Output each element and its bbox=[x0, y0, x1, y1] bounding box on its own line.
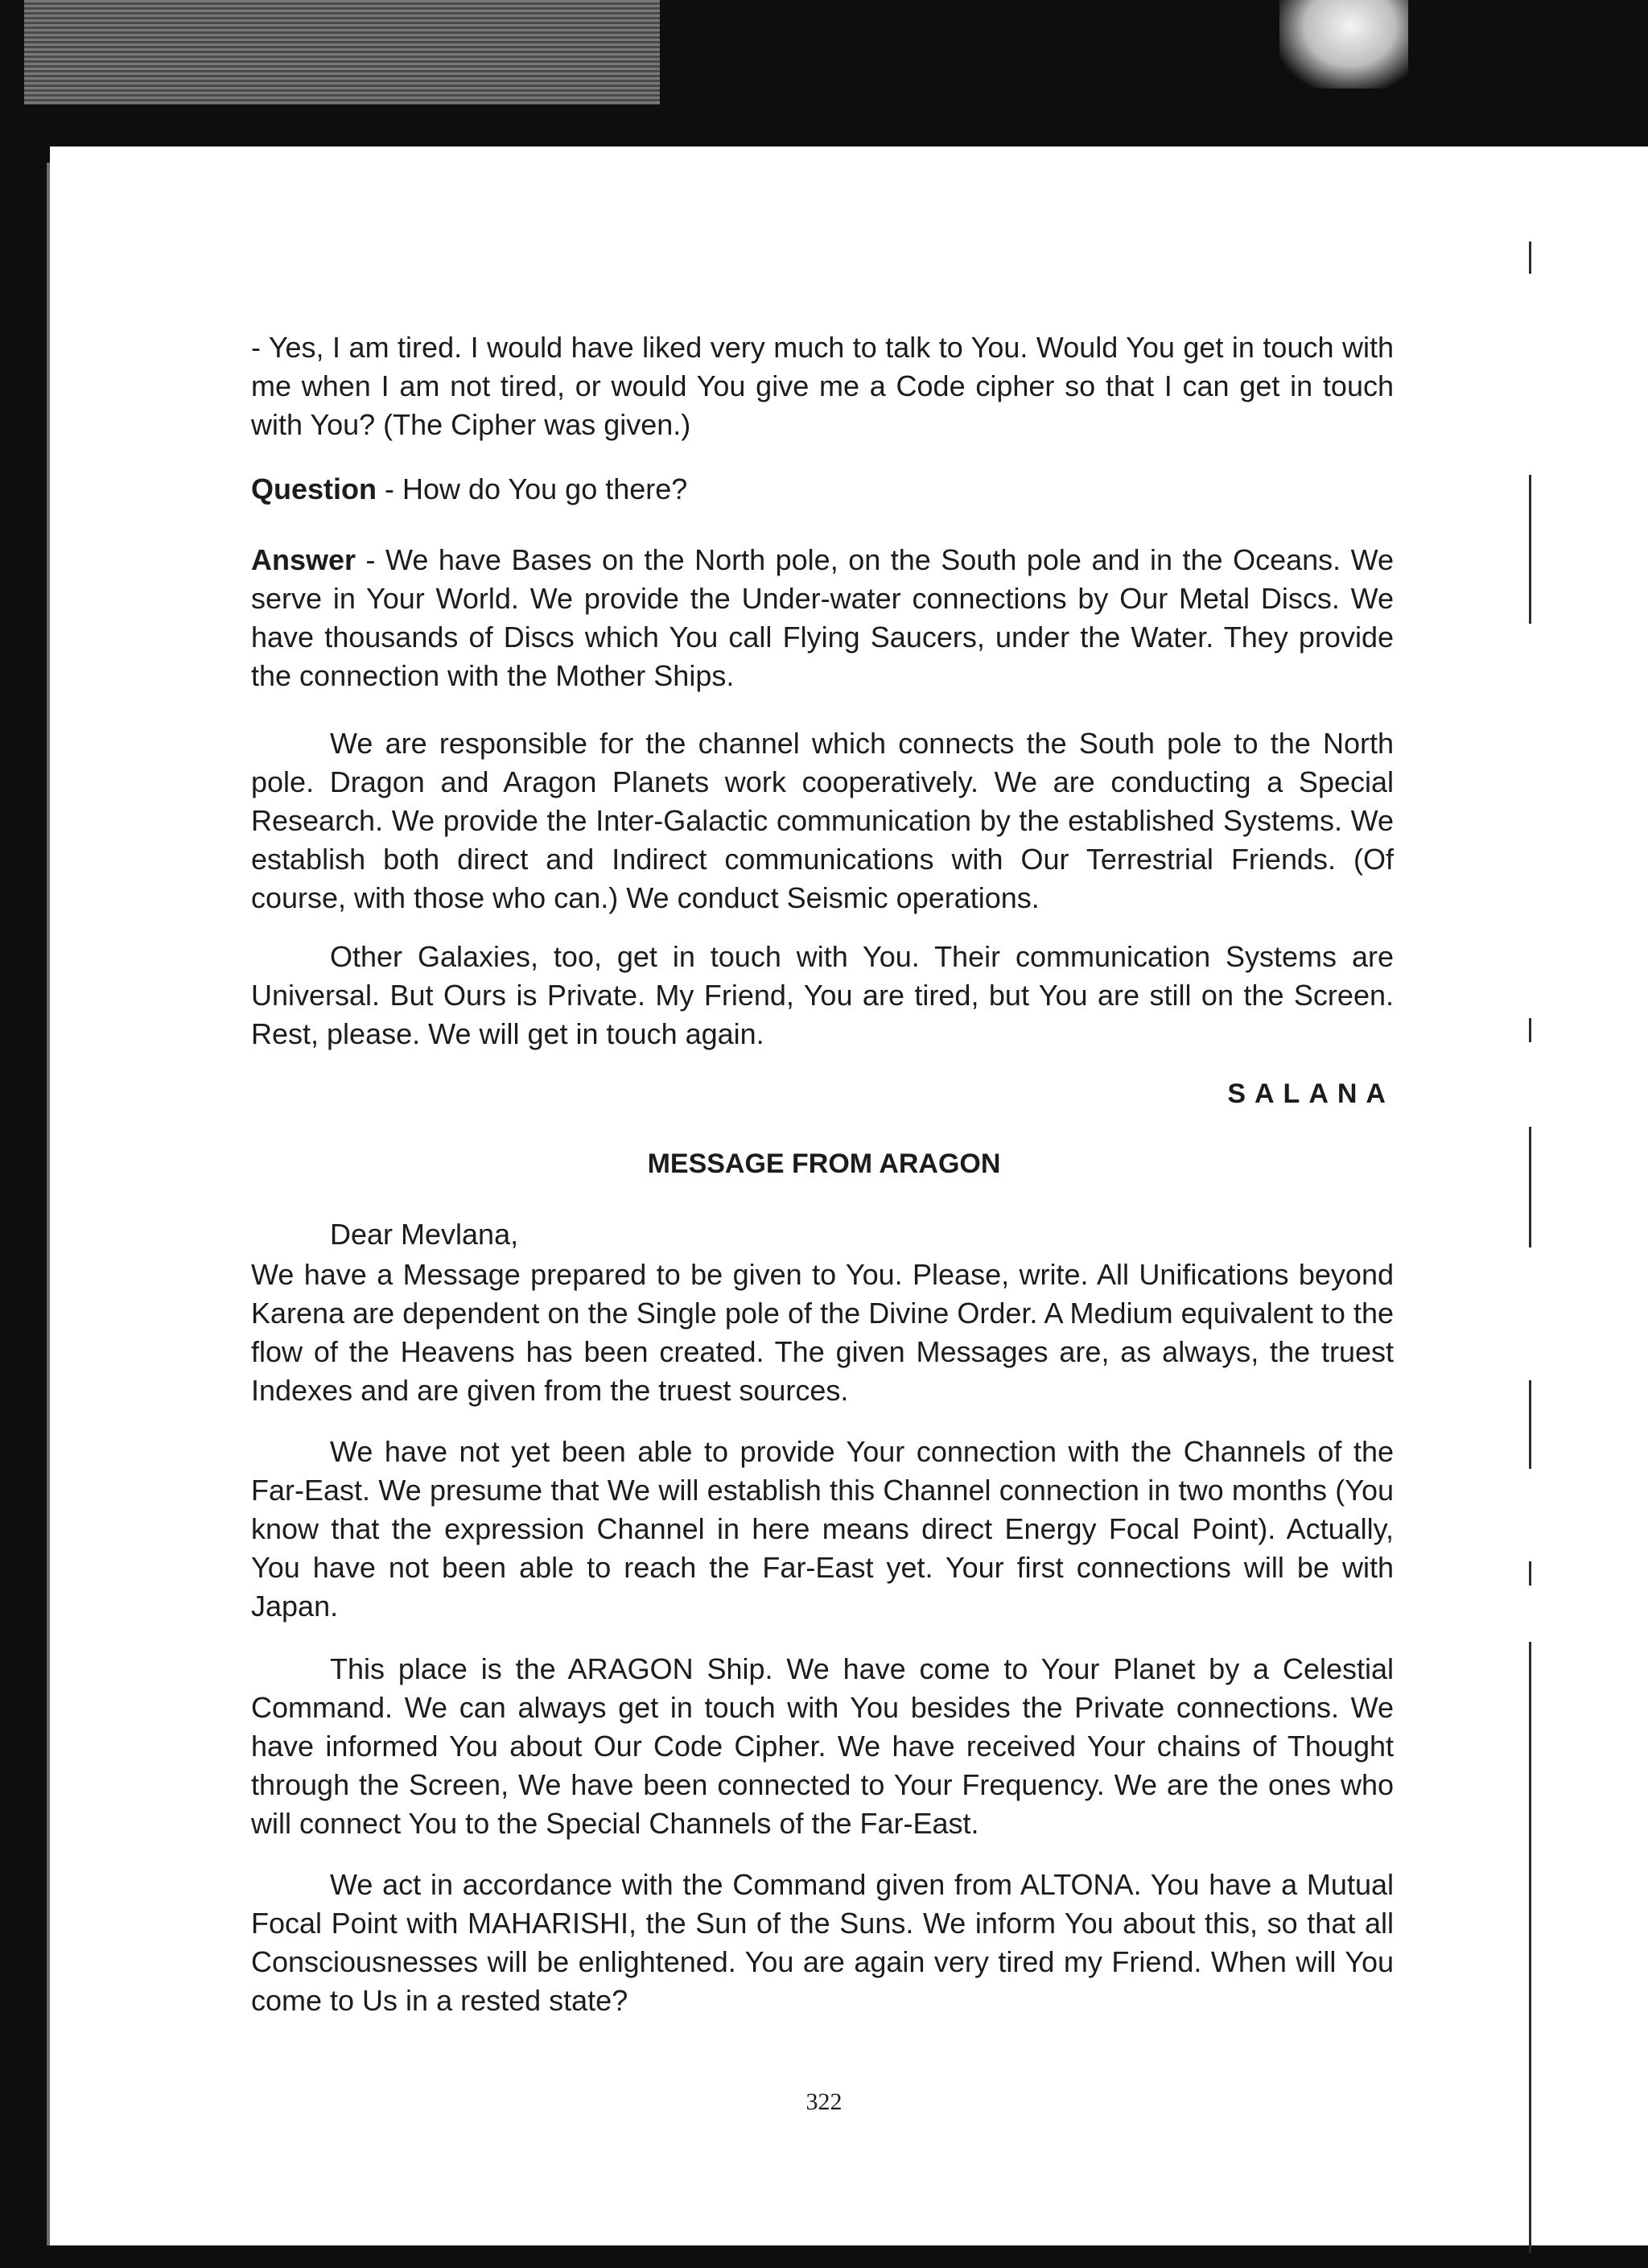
section-heading: MESSAGE FROM ARAGON bbox=[647, 1148, 1001, 1179]
question-label: Question bbox=[251, 472, 377, 505]
body-paragraph: - Yes, I am tired. I would have liked very much to talk to You. Would You get in touch with me when I am not tired, or would You give me a Code cipher so that I can get in touch with You? (The Cipher was given.) bbox=[251, 331, 1394, 441]
body-paragraph: We are responsible for the channel which connects the South pole to the North pole. Dragon and Aragon Planets work cooperatively. We are conducting a Special Research. We provide the Inter-Galactic communication by the established Systems. We establish both direct and Indirect communications with Our Terrestrial Friends. (Of course, with those who can.) We conduct Seismic operations. bbox=[251, 727, 1394, 914]
page-number: 322 bbox=[805, 2089, 843, 2115]
message-paragraph: We act in accordance with the Command given from ALTONA. You have a Mutual Focal Point with MAHARISHI, the Sun of the Suns. We inform You about this, so that all Consciousnesses will be enlightened. You are again very tired my Friend. When will You come to Us in a rested state? bbox=[251, 1868, 1394, 2017]
body-paragraph: Other Galaxies, too, get in touch with You. Their communication Systems are Universal. But Ours is Private. My Friend, You are tired, but You are still on the Screen. Rest, please. We will get in touch again. bbox=[251, 940, 1394, 1050]
answer-paragraph: Answer - We have Bases on the North pole, on the South pole and in the Oceans. We serve in Your World. We provide the Under-water connections by Our Metal Discs. We have thousands of Discs which You call Flying Saucers, under the Water. They provide the connection with the Mother Ships. bbox=[251, 543, 1394, 692]
message-paragraph: We have a Message prepared to be given to You. Please, write. All Unifications beyond Karena are dependent on the Single pole of the Divine Order. A Medium equivalent to the flow of the Heavens has been created. The given Messages are, as always, the truest Indexes and are given from the truest sources. bbox=[251, 1258, 1394, 1407]
answer-label: Answer bbox=[251, 543, 356, 576]
question-paragraph: Question - How do You go there? bbox=[251, 472, 688, 505]
signature: SALANA bbox=[1227, 1078, 1395, 1109]
salutation: Dear Mevlana, bbox=[330, 1218, 519, 1251]
message-paragraph: This place is the ARAGON Ship. We have come to Your Planet by a Celestial Command. We can always get in touch with You besides the Private connections. We have informed You about Our Code Cipher. We have received Your chains of Thought through the Screen, We have been connected to Your Frequency. We are the ones who will connect You to the Special Channels of the Far-East. bbox=[251, 1652, 1394, 1840]
message-paragraph: We have not yet been able to provide Your connection with the Channels of the Far-East. We presume that We will establish this Channel connection in two months (You know that the expression Channel in here means direct Energy Focal Point). Actually, You have not been able to reach the Far-East yet. Your first connections will be with Japan. bbox=[251, 1435, 1394, 1623]
